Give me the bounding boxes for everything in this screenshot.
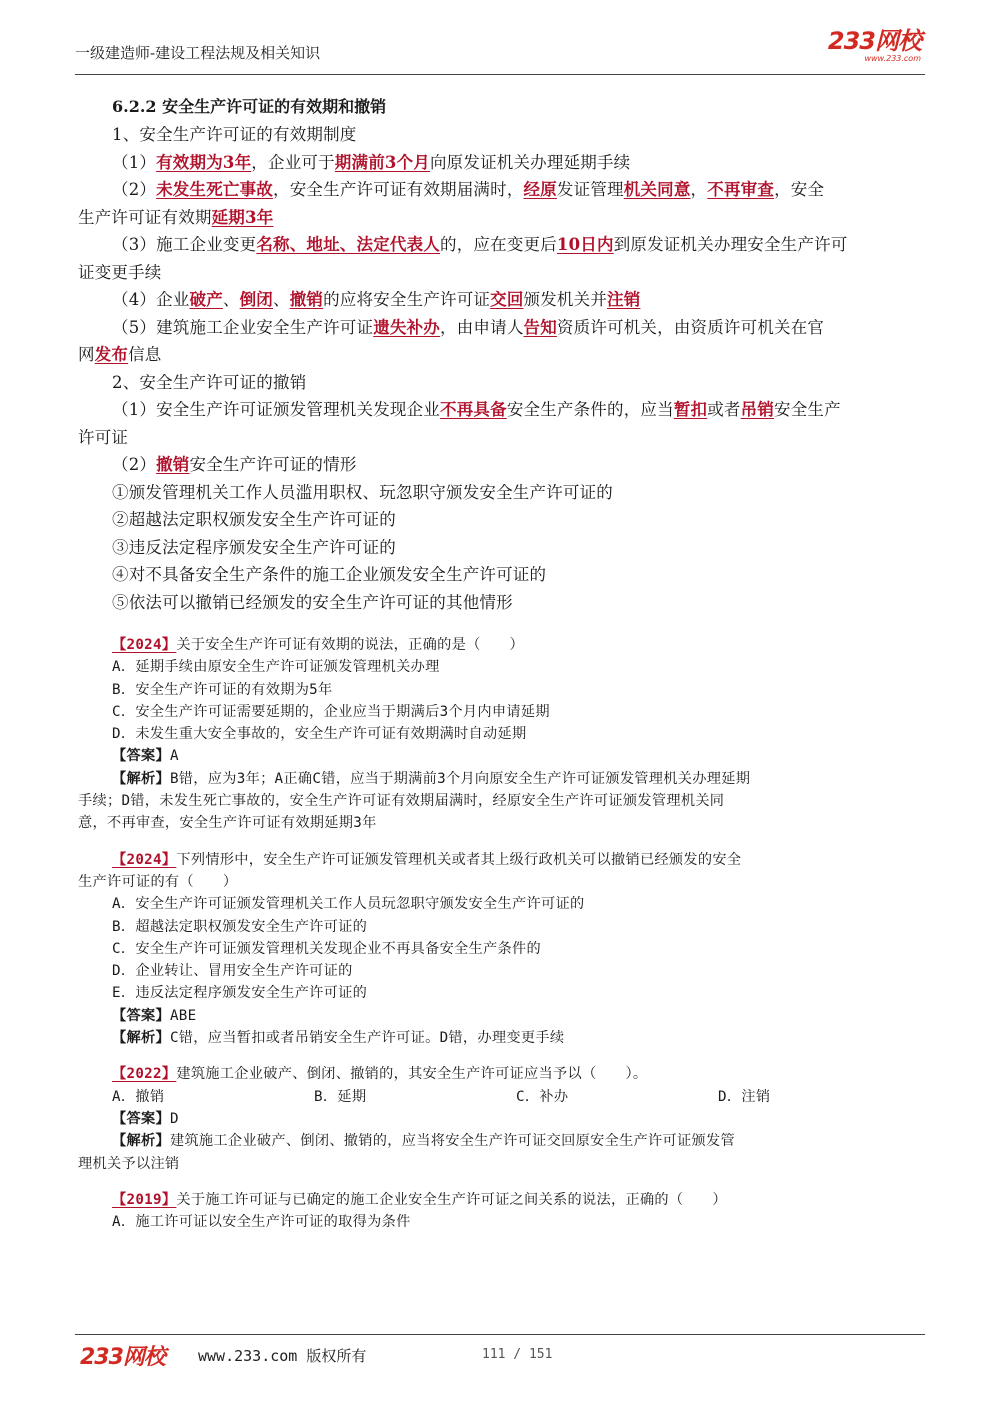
- answer-line: 【答案】D: [112, 1110, 179, 1127]
- analysis-line: 【解析】C错，应当暂扣或者吊销安全生产许可证。D错，办理变更手续: [112, 1030, 565, 1047]
- answer-line: 【答案】A: [112, 748, 179, 765]
- analysis-line: 手续；D错，未发生死亡事故的，安全生产许可证有效期届满时，经原安全生产许可证颁发管理机关同: [78, 793, 725, 810]
- rule-item-4: （4）企业破产、倒闭、撤销的应将安全生产许可证交回颁发机关并注销: [112, 290, 641, 309]
- question-option: B．安全生产许可证的有效期为5年: [112, 681, 333, 698]
- rule-item-6: （1）安全生产许可证颁发管理机关发现企业不再具备安全生产条件的，应当暂扣或者吊销安全生产: [112, 400, 841, 419]
- question-option: E．违反法定程序颁发安全生产许可证的: [112, 985, 368, 1002]
- question-option: C．安全生产许可证需要延期的，企业应当于期满后3个月内申请延期: [112, 703, 550, 720]
- question-stem: 【2024】关于安全生产许可证有效期的说法，正确的是（ ）: [112, 637, 525, 653]
- question-3: [78, 1063, 926, 1174]
- subsection-1: 1、安全生产许可证的有效期制度: [112, 125, 357, 144]
- question-options-row: [78, 1086, 926, 1108]
- question-option: B．超越法定职权颁发安全生产许可证的: [112, 918, 368, 935]
- question-option: A．安全生产许可证颁发管理机关工作人员玩忽职守颁发安全生产许可证的: [112, 896, 585, 913]
- question-stem: 【2024】下列情形中，安全生产许可证颁发管理机关或者其上级行政机关可以撤销已经颁发的安全: [112, 851, 742, 868]
- question-option: C．安全生产许可证颁发管理机关发现企业不再具备安全生产条件的: [112, 940, 541, 957]
- question-option: D．企业转让、冒用安全生产许可证的: [112, 963, 353, 980]
- year-tag: 【2019】: [112, 1191, 177, 1208]
- question-option: C．补办: [516, 1088, 569, 1105]
- year-tag: 【2024】: [112, 851, 177, 868]
- revoke-case: ④对不具备安全生产条件的施工企业颁发安全生产许可证的: [112, 565, 547, 584]
- question-option: D．未发生重大安全事故的，安全生产许可证有效期满时自动延期: [112, 726, 527, 743]
- logo-text: 233网校: [827, 27, 921, 55]
- rule-item-2-cont: 生产许可证有效期延期3年: [78, 207, 274, 227]
- question-1: [78, 634, 926, 835]
- footer-divider: [75, 1334, 925, 1335]
- question-stem: 【2019】关于施工许可证与已确定的施工企业安全生产许可证之间关系的说法，正确的（ ）: [112, 1191, 727, 1208]
- page-header: [75, 28, 925, 72]
- analysis-line: 【解析】建筑施工企业破产、倒闭、撤销的，应当将安全生产许可证交回原安全生产许可证颁发管: [112, 1133, 735, 1150]
- question-2: [78, 849, 926, 1050]
- header-divider: [75, 74, 925, 75]
- rule-item-2: （2）未发生死亡事故，安全生产许可证有效期届满时，经原发证管理机关同意，不再审查，安全: [112, 180, 825, 199]
- section-heading: 6.2.2 安全生产许可证的有效期和撤销: [112, 97, 387, 116]
- analysis-line: 【解析】B错，应为3年；A正确C错，应当于期满前3个月向原安全生产许可证颁发管理机关办理延期: [112, 770, 751, 787]
- revoke-case: ⑤依法可以撤销已经颁发的安全生产许可证的其他情形: [112, 592, 513, 612]
- answer-line: 【答案】ABE: [112, 1007, 197, 1024]
- subsection-2: 2、安全生产许可证的撤销: [112, 372, 307, 392]
- question-stem: 【2022】建筑施工企业破产、倒闭、撤销的，其安全生产许可证应当予以（ ）。: [112, 1066, 648, 1083]
- header-title: 一级建造师-建设工程法规及相关知识: [75, 44, 321, 62]
- question-option: A．延期手续由原安全生产许可证颁发管理机关办理: [112, 659, 440, 676]
- page-number: 111 / 151: [482, 1347, 553, 1362]
- rule-item-5-cont: 网发布信息: [78, 345, 162, 364]
- analysis-line: 意，不再审查，安全生产许可证有效期延期3年: [78, 815, 377, 832]
- question-4: [78, 1189, 926, 1234]
- revoke-case: ③违反法定程序颁发安全生产许可证的: [112, 537, 396, 557]
- question-stem-cont: 生产许可证的有（ ）: [78, 873, 238, 890]
- brand-logo: [828, 28, 921, 64]
- rule-item-5: （5）建筑施工企业安全生产许可证遗失补办，由申请人告知资质许可机关，由资质许可机关在官: [112, 317, 825, 337]
- question-option: A．施工许可证以安全生产许可证的取得为条件: [112, 1214, 411, 1231]
- question-option: B．延期: [314, 1088, 367, 1105]
- question-option: D．注销: [718, 1088, 771, 1105]
- logo-url: www.233.com: [864, 54, 921, 63]
- revoke-case: ①颁发管理机关工作人员滥用职权、玩忽职守颁发安全生产许可证的: [112, 482, 613, 502]
- rule-item-6-cont: 许可证: [78, 427, 129, 447]
- rule-item-1: （1）有效期为3年，企业可于期满前3个月向原发证机关办理延期手续: [112, 152, 631, 172]
- page-footer: [80, 1340, 920, 1370]
- rule-item-3-cont: 证变更手续: [78, 262, 162, 282]
- rule-item-7: （2）撤销安全生产许可证的情形: [112, 455, 357, 474]
- analysis-line: 理机关予以注销: [78, 1155, 180, 1172]
- question-option: A．撤销: [112, 1088, 165, 1105]
- rule-item-3: （3）施工企业变更名称、地址、法定代表人的，应在变更后10日内到原发证机关办理安全生产许可: [112, 235, 848, 254]
- document-body: [78, 93, 926, 1233]
- year-tag: 【2024】: [112, 637, 177, 653]
- footer-copyright: www.233.com 版权所有: [198, 1347, 367, 1365]
- revoke-case: ②超越法定职权颁发安全生产许可证的: [112, 510, 396, 529]
- year-tag: 【2022】: [112, 1066, 177, 1083]
- footer-logo: 233网校: [80, 1345, 165, 1370]
